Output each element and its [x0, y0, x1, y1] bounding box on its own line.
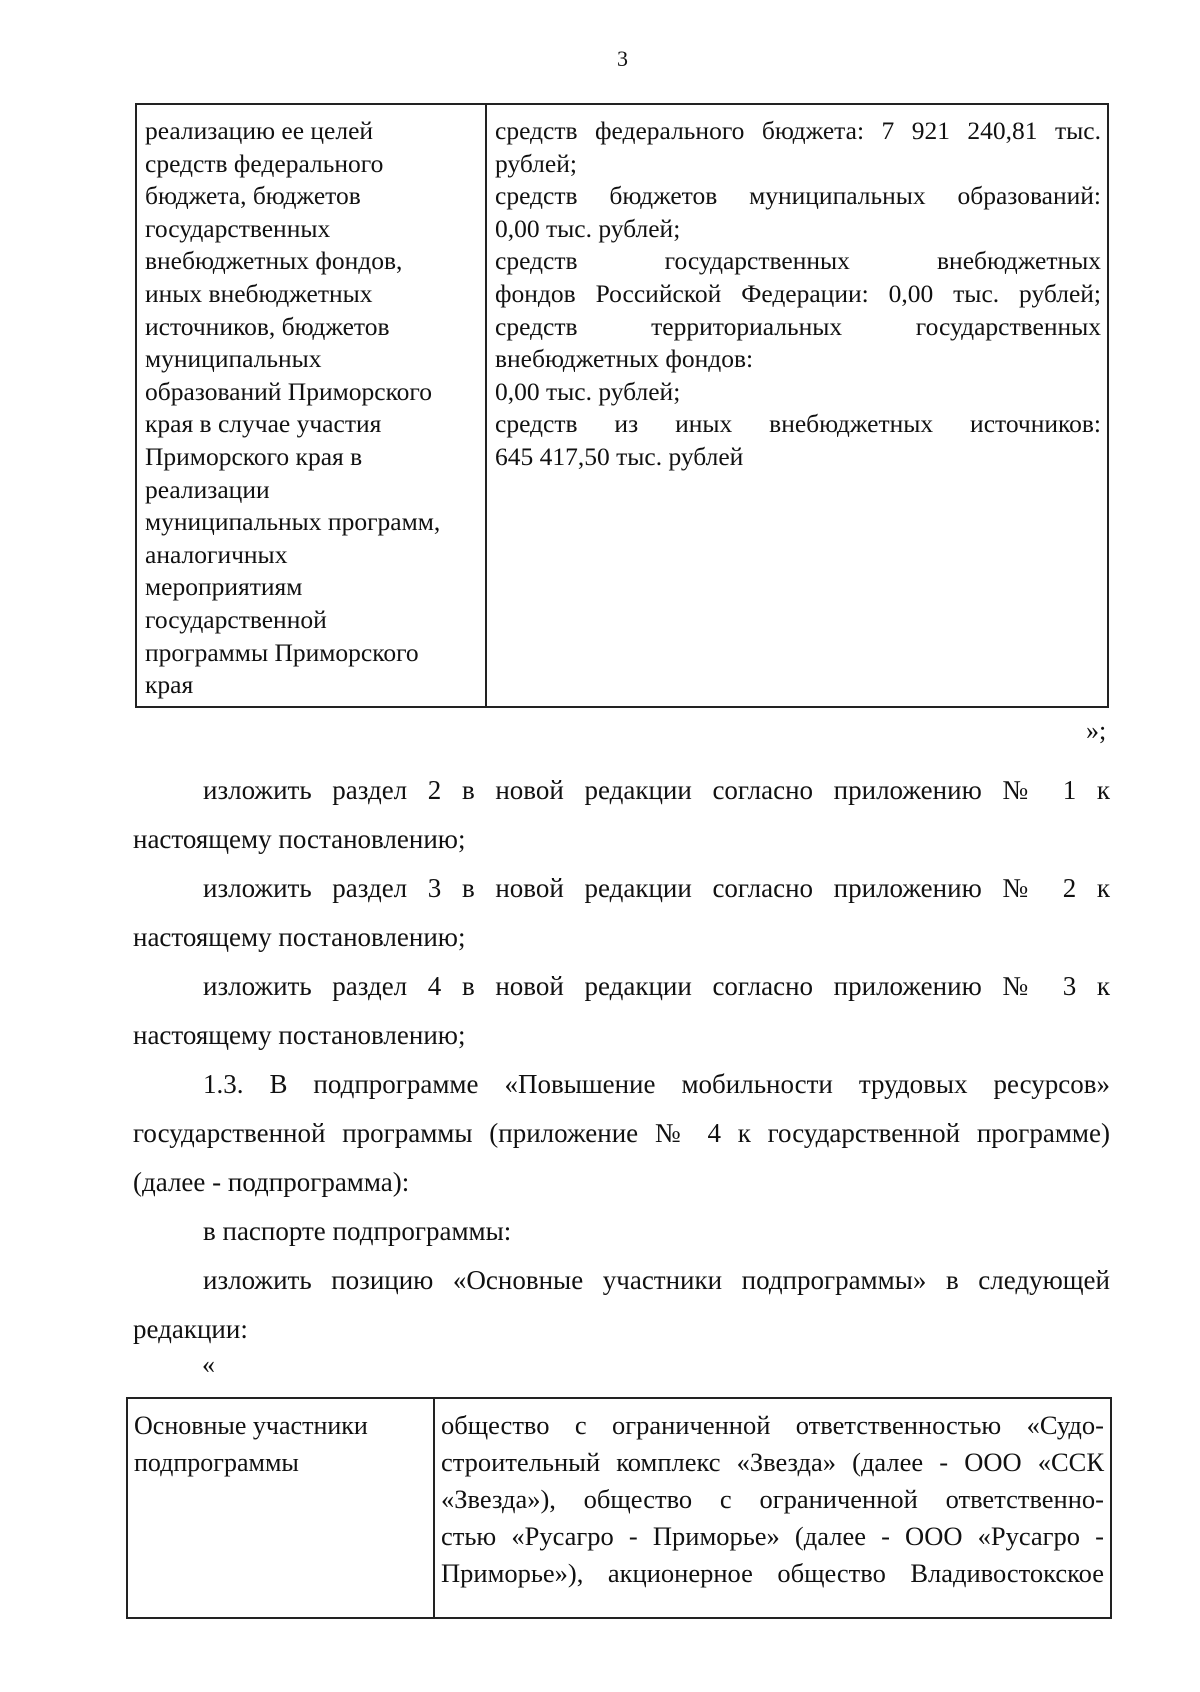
paragraph-line: настоящему постановлению; — [133, 922, 466, 952]
table-line: края в случае участия — [145, 409, 382, 439]
financing-table-right-cell — [487, 105, 1107, 706]
table-line: Приморье»), акционерное общество Владивостокское — [441, 1558, 1104, 1588]
table-line: муниципальных — [145, 344, 322, 374]
participants-table — [126, 1397, 1112, 1619]
table-line: строительный комплекс «Звезда» (далее - ООО «ССК — [441, 1447, 1104, 1477]
table-line: подпрограммы — [134, 1448, 299, 1477]
table-line: 645 417,50 тыс. рублей — [495, 441, 744, 471]
paragraph-line: настоящему постановлению; — [133, 824, 466, 854]
table-line: средств государственных внебюджетных — [495, 246, 1101, 276]
table-line: государственной — [145, 604, 327, 634]
paragraph-line: (далее - подпрограмма): — [133, 1167, 410, 1197]
paragraph-line: изложить раздел 4 в новой редакции согласно приложению № 3 к — [203, 971, 1110, 1001]
table-line: фондов Российской Федерации: 0,00 тыс. рублей; — [495, 278, 1101, 308]
paragraph-section-2 — [133, 766, 1110, 864]
table-line: государственных — [145, 213, 331, 243]
table-line: реализацию ее целей — [145, 116, 374, 145]
paragraph-position — [133, 1256, 1110, 1354]
paragraph-subprogram — [133, 1060, 1110, 1207]
paragraph-passport — [133, 1207, 1110, 1256]
table-line: края — [145, 670, 194, 700]
paragraph-line: изложить раздел 2 в новой редакции согласно приложению № 1 к — [203, 775, 1110, 805]
table-line: Основные участники — [134, 1411, 368, 1440]
financing-table-left-cell — [137, 105, 487, 706]
paragraph-line: настоящему постановлению; — [133, 1020, 466, 1050]
table-line: мероприятиям — [145, 572, 303, 602]
participants-table-right-cell — [435, 1399, 1110, 1617]
paragraph-line: 1.3. В подпрограмме «Повышение мобильности трудовых ресурсов» — [203, 1069, 1110, 1099]
paragraph-line: редакции: — [133, 1314, 248, 1344]
page-number: 3 — [617, 46, 628, 71]
closing-quote: »; — [1086, 716, 1107, 745]
paragraph-line: в паспорте подпрограммы: — [203, 1216, 512, 1246]
table-line: внебюджетных фондов, — [145, 246, 403, 276]
table-line: «Звезда»), общество с ограниченной ответственно- — [441, 1484, 1104, 1514]
table-line: 0,00 тыс. рублей; — [495, 376, 681, 406]
table-line: бюджета, бюджетов — [145, 181, 361, 211]
table-line: реализации — [145, 474, 270, 504]
table-line: Приморского края в — [145, 441, 363, 471]
paragraph-section-4 — [133, 962, 1110, 1060]
paragraph-line: изложить раздел 3 в новой редакции согласно приложению № 2 к — [203, 873, 1110, 903]
financing-table — [135, 103, 1109, 708]
table-line: средств бюджетов муниципальных образований: — [495, 181, 1101, 211]
table-line: рублей; — [495, 148, 577, 178]
table-line: иных внебюджетных — [145, 278, 373, 308]
table-line: муниципальных программ, — [145, 507, 441, 537]
table-line: внебюджетных фондов: — [495, 344, 754, 374]
paragraph-line: государственной программы (приложение № 4 к государственной программе) — [133, 1118, 1110, 1148]
table-line: средств федерального — [145, 148, 384, 178]
table-line: средств территориальных государственных — [495, 311, 1101, 341]
table-line: общество с ограниченной ответственностью «Судо- — [441, 1410, 1104, 1440]
paragraph-line: изложить позицию «Основные участники подпрограммы» в следующей — [203, 1265, 1110, 1295]
table-line: средств федерального бюджета: 7 921 240,81 тыс. — [495, 116, 1101, 145]
table-line: программы Приморского — [145, 637, 419, 667]
table-line: источников, бюджетов — [145, 311, 390, 341]
table-line: средств из иных внебюджетных источников: — [495, 409, 1101, 439]
table-line: 0,00 тыс. рублей; — [495, 213, 681, 243]
table-line: стью «Русагро - Приморье» (далее - ООО «Русагро - — [441, 1521, 1104, 1551]
table-line: образований Приморского — [145, 376, 432, 406]
table-line: аналогичных — [145, 539, 288, 569]
participants-table-left-cell — [128, 1399, 435, 1617]
opening-quote: « — [202, 1350, 215, 1379]
paragraph-section-3 — [133, 864, 1110, 962]
